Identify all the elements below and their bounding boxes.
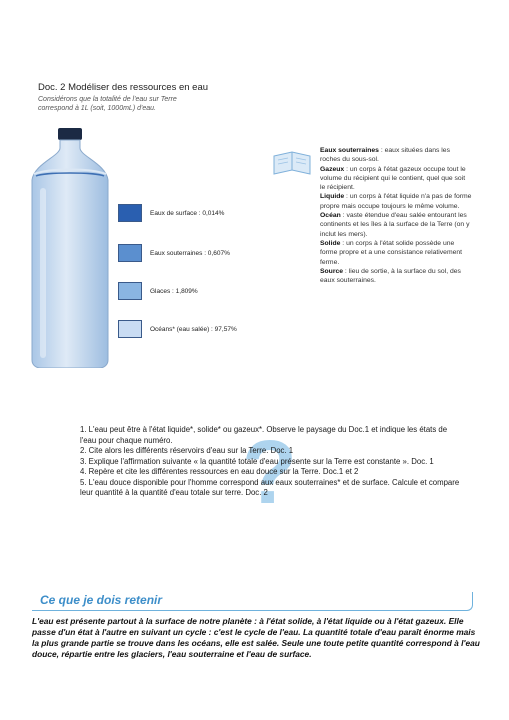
retenir-title: Ce que je dois retenir <box>40 593 163 607</box>
legend-label-groundwater: Eaux souterraines : 0,607% <box>150 250 230 257</box>
legend-swatch-oceans <box>118 320 142 338</box>
question-item: 5. L'eau douce disponible pour l'homme correspond aux eaux souterraines* et de surface. Calcule et compare leur quantité à la quantité d'eau totale sur terre. Doc. 2 <box>80 477 460 497</box>
open-book-icon <box>272 150 312 176</box>
bottle-cap <box>58 128 82 140</box>
retenir-text: L'eau est présente partout à la surface de notre planète : à l'état solide, à l'état liquide ou à l'état gazeux. Elle passe d'un état à l'autre en suivant un cycle : c'est le cycle de l'eau. La quantité totale d'eau paraît énorme mais la plus grande partie se trouve dans les océans, elle est salée. Seule une toute petite quantité correspond à l'eau douce, répartie entre les glaciers, l'eau souterraine et l'eau de surface. <box>32 616 480 659</box>
definition-item: Gazeux : un corps à l'état gazeux occupe tout le volume du récipient qui le contient, quel que soit le récipient. <box>320 165 466 192</box>
doc-subtitle: Considérons que la totalité de l'eau sur Terre correspond à 1L (soit, 1000mL) d'eau. <box>38 96 177 112</box>
water-bottle-illustration <box>20 128 120 368</box>
definition-item: Solide : un corps à l'état solide possède une forme propre et a une consistance relativement ferme. <box>320 239 463 266</box>
doc-title: Doc. 2 Modéliser des ressources en eau <box>38 82 209 93</box>
legend-swatch-ice <box>118 282 142 300</box>
question-item: 2. Cite alors les différents réservoirs d'eau sur la Terre. Doc. 1 <box>80 446 294 455</box>
definition-item: Océan : vaste étendue d'eau salée entourant les continents et les îles à la surface de la Terre (on y inclut les mers). <box>320 212 470 238</box>
definition-item: Eaux souterraines : eaux situées dans les roches du sous-sol. <box>320 147 450 164</box>
legend-swatch-groundwater <box>118 244 142 262</box>
glossary <box>320 146 472 285</box>
legend-swatch-surface <box>118 204 142 222</box>
question-mark-icon: ? <box>242 423 297 523</box>
question-item: 4. Repère et cite les différentes ressources en eau douce sur la Terre. Doc.1 et 2 <box>80 467 359 476</box>
legend-label-oceans: Océans* (eau salée) : 97,57% <box>150 326 237 333</box>
definition-item: Source : lieu de sortie, à la surface du sol, des eaux souterraines. <box>320 267 461 285</box>
definition-item: Liquide : un corps à l'état liquide n'a pas de forme propre mais occupe toujours le même volume. <box>320 193 472 210</box>
question-item: 1. L'eau peut être à l'état liquide*, solide* ou gazeux*. Observe le paysage du Doc.1 et indique les états de l'eau pour chaque numéro. <box>80 425 448 445</box>
question-item: 3. Explique l'affirmation suivante « la quantité totale d'eau présente sur la Terre est constante ». Doc. 1 <box>80 456 434 466</box>
questions-list <box>80 425 465 499</box>
legend-label-surface: Eaux de surface : 0,014% <box>150 210 225 217</box>
legend-label-ice: Glaces : 1,809% <box>150 288 198 295</box>
